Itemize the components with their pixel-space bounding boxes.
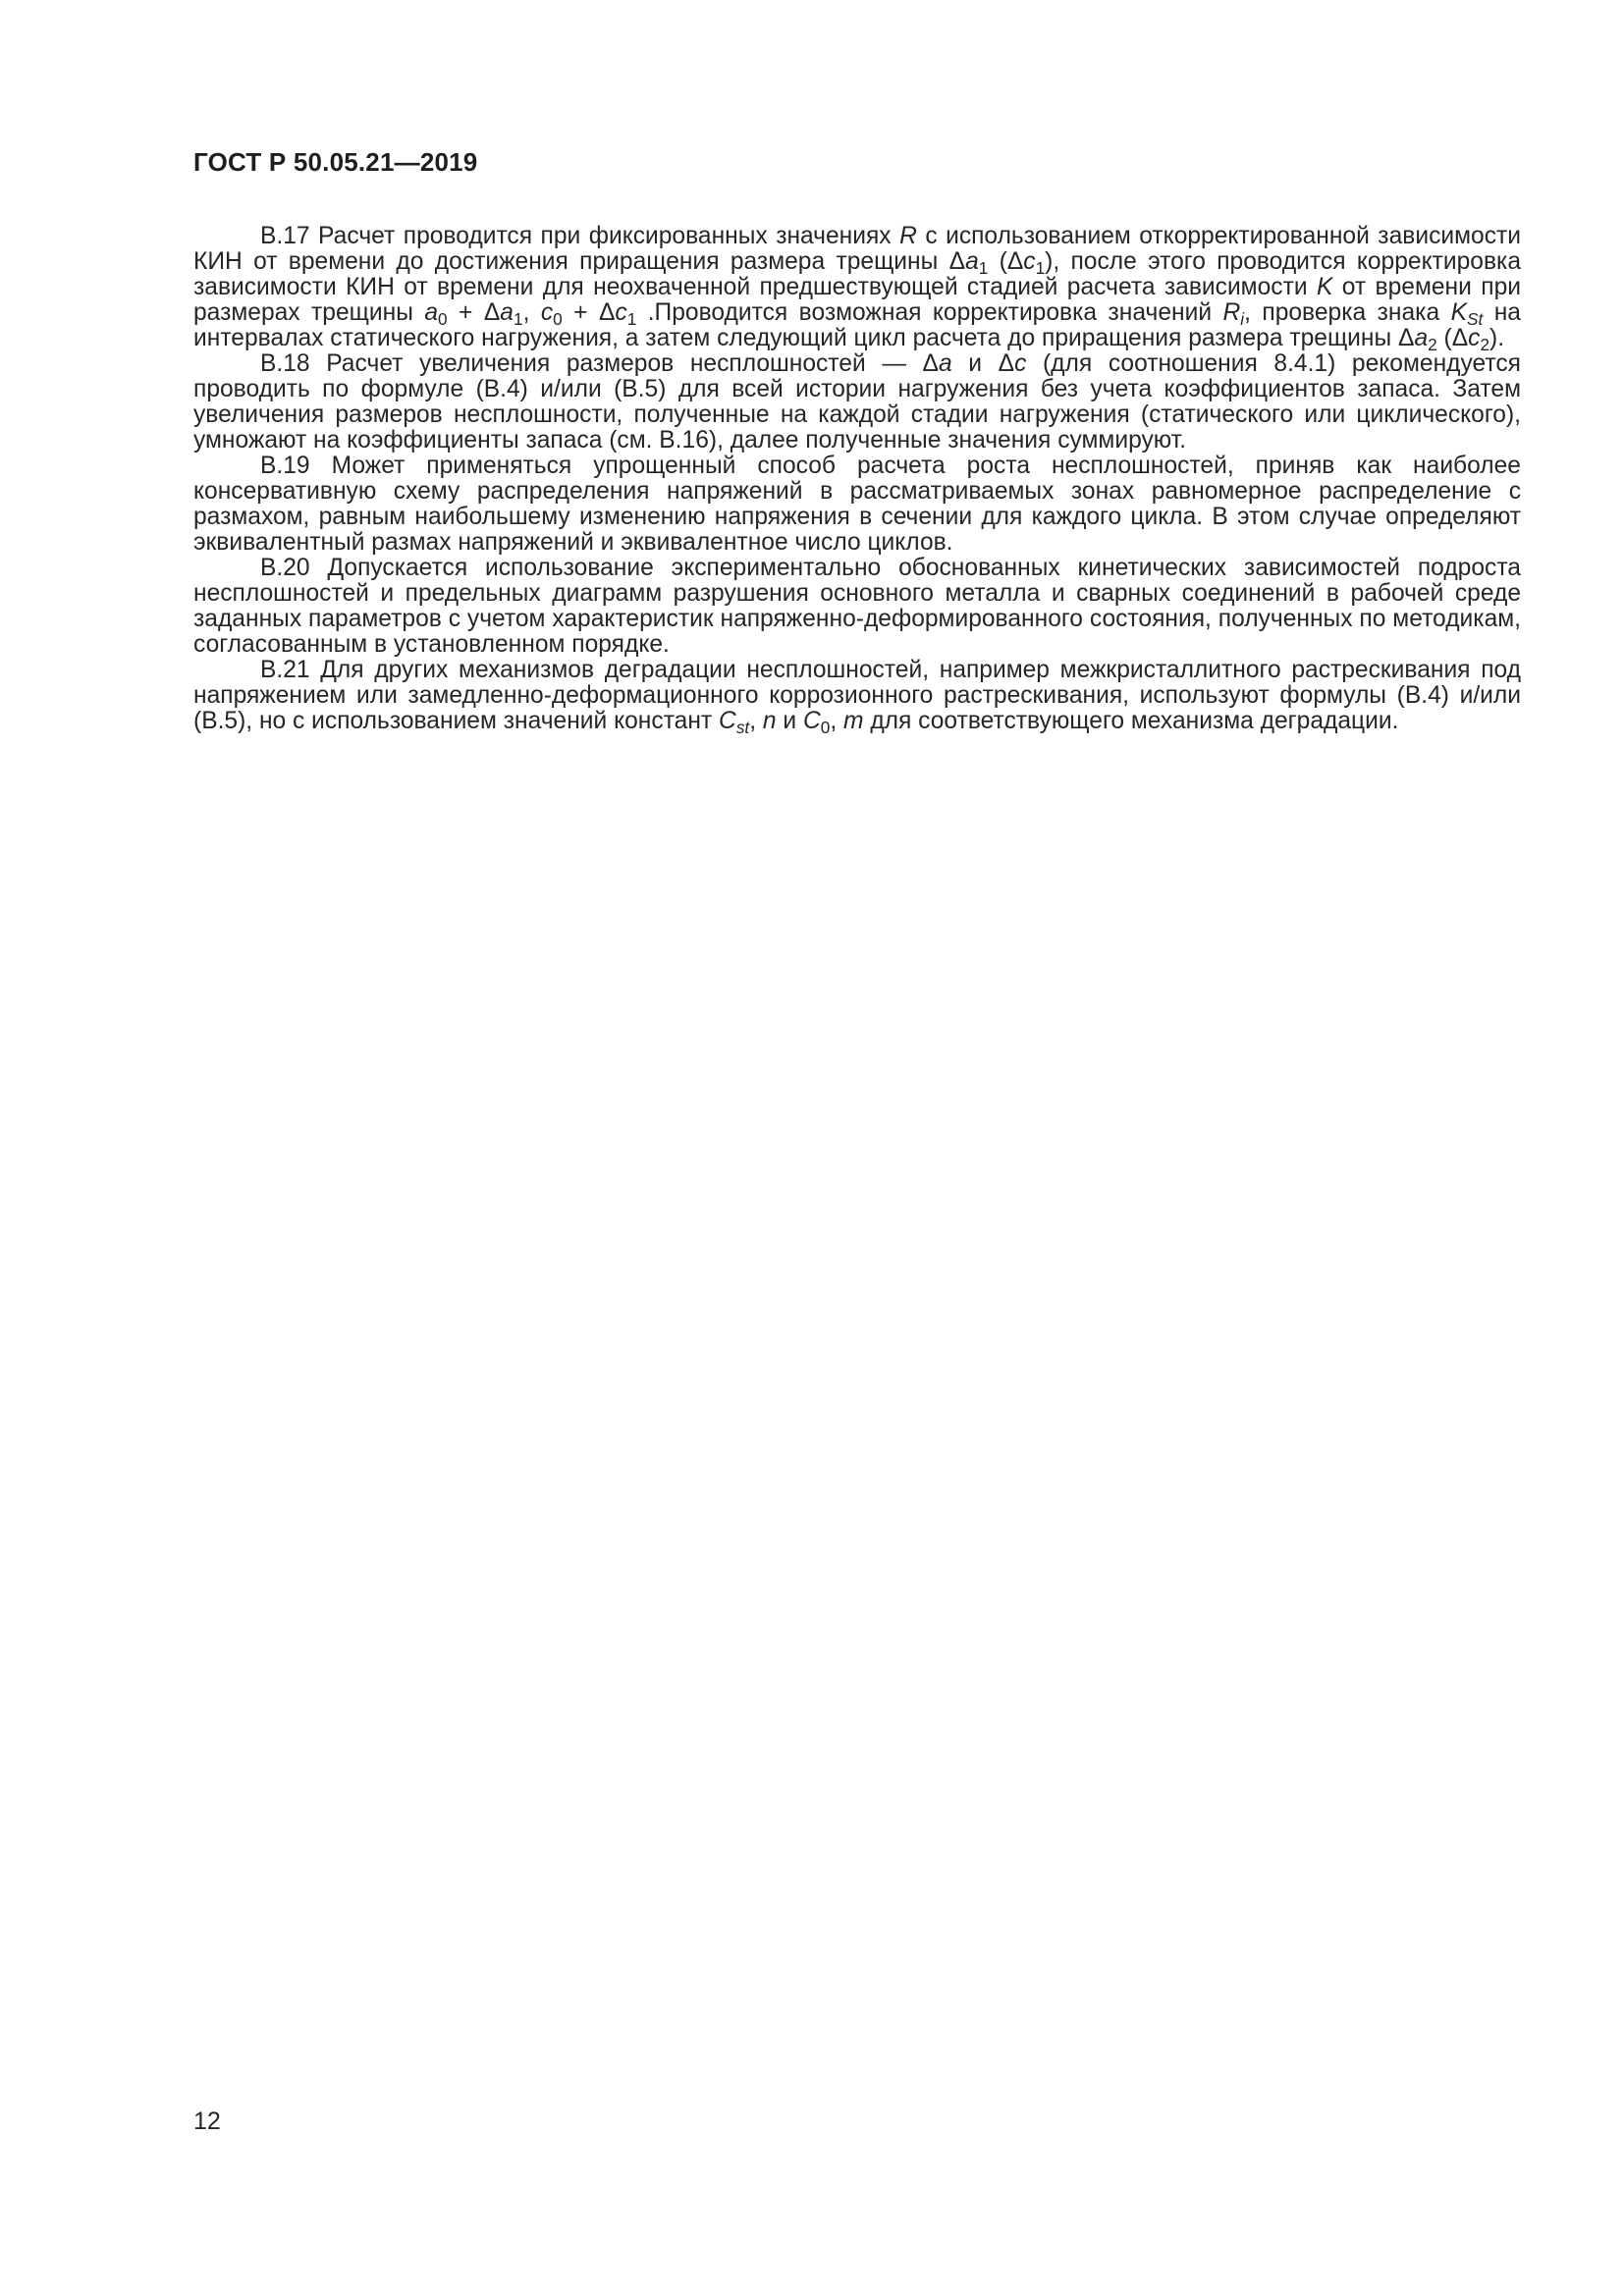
paragraph-b20: В.20 Допускается использование экспериментально обоснованных кинетических зависимостей подроста несплошностей и предельных диаграмм разрушения основного металла и сварных соединений в рабочей среде заданных параметров с учетом характеристик напряженно-деформированного состояния, полученных по методикам, согласованным в установленном порядке. xyxy=(193,555,1521,658)
paragraph-b17: В.17 Расчет проводится при фиксированных значениях R с использованием откорректированной зависимости КИН от времени до достижения приращения размера трещины $\Delta a_1$ $(\Delta c_1)$, после этого проводится корректировка зависимости КИН от времени для неохваченной предшествующей стадией расчета зависимости K от времени при размерах трещины $a_0 + \Delta a_1$, $c_0 + \Delta c_1$ .Проводится возможная корректировка значений $R_i$, проверка знака $K_{St}$ на интервалах статического нагружения, а затем следующий цикл расчета до приращения размера трещины $\Delta a_2$ $(\Delta c_2)$. xyxy=(193,223,1522,355)
paragraph-b21: В.21 Для других механизмов деградации несплошностей, например межкристаллитного растрескивания под напряжением или замедленно-деформационного коррозионного растрескивания, используют формулы (В.4) и/или (В.5), но с использованием значений констант $C_{st}$, n и $C_0$, m для соответствующего механизма деградации. xyxy=(193,657,1521,738)
page-number: 12 xyxy=(193,2108,221,2135)
document-header: ГОСТ Р 50.05.21—2019 xyxy=(193,147,478,177)
paragraph-b19: В.19 Может применяться упрощенный способ расчета роста несплошностей, приняв как наиболее консервативную схему распределения напряжений в рассматриваемых зонах равномерное распределение с размахом, равным наибольшему изменению напряжения в сечении для каждого цикла. В этом случае определяют эквивалентный размах напряжений и эквивалентное число циклов. xyxy=(193,453,1521,556)
document-body xyxy=(193,223,1522,738)
paragraph-b18: В.18 Расчет увеличения размеров несплошностей — Δa и Δc (для соотношения 8.4.1) рекомендуется проводить по формуле (В.4) и/или (В.5) для всей истории нагружения без учета коэффициентов запаса. Затем увеличения размеров несплошности, полученные на каждой стадии нагружения (статического или циклического), умножают на коэффициенты запаса (см. В.16), далее полученные значения суммируют. xyxy=(193,350,1521,454)
